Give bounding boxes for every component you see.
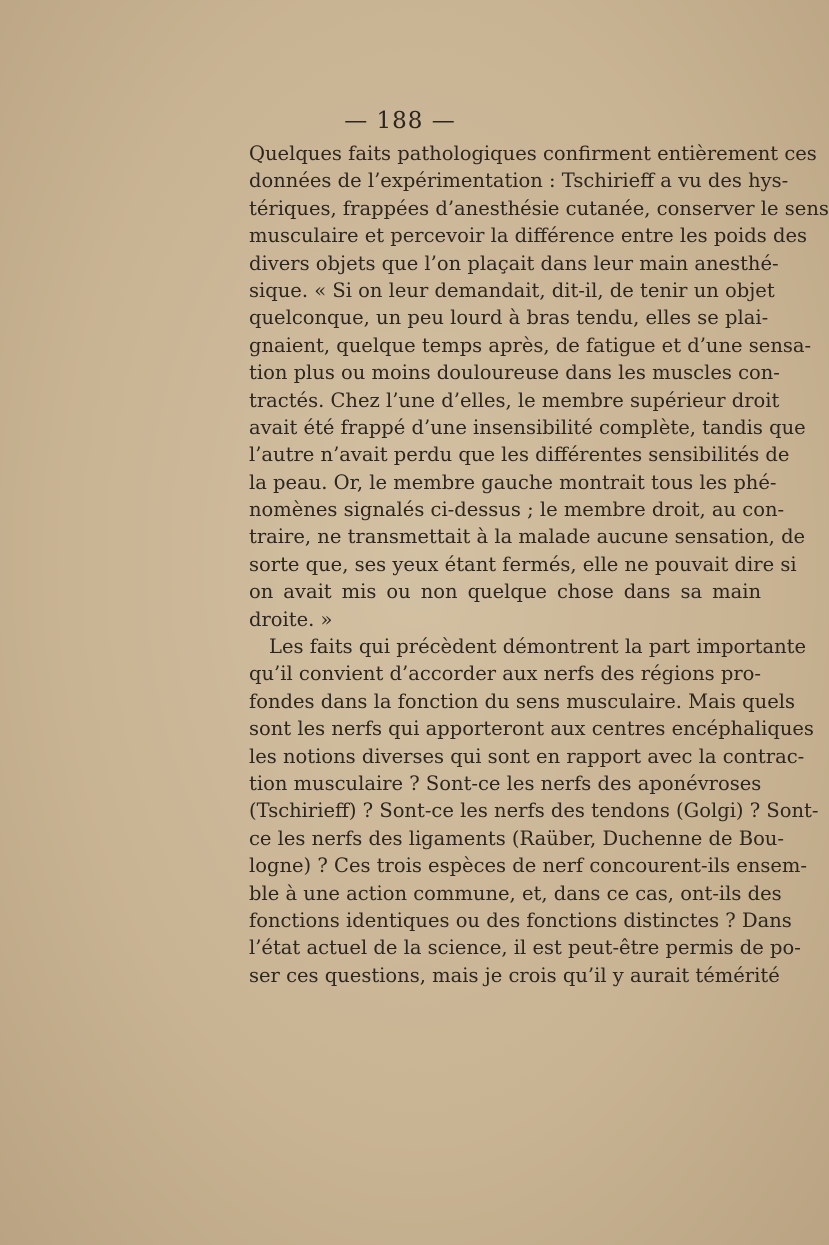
- text-line: quelconque, un peu lourd à bras tendu, elles se plai-: [249, 306, 769, 330]
- text-line: tion plus ou moins douloureuse dans les muscles con-: [249, 361, 780, 385]
- text-line: musculaire et percevoir la différence entre les poids des: [249, 224, 807, 248]
- text-line: gnaient, quelque temps après, de fatigue et d’une sensa-: [249, 333, 812, 357]
- text-line: l’état actuel de la science, il est peut-être permis de po-: [249, 936, 801, 960]
- text-line: ble à une action commune, et, dans ce cas, ont-ils des: [249, 881, 782, 905]
- text-line: sique. « Si on leur demandait, dit-il, de tenir un objet: [249, 278, 775, 302]
- text-line: Les faits qui précèdent démontrent la part importante: [269, 635, 807, 659]
- text-line: l’autre n’avait perdu que les différentes sensibilités de: [249, 443, 790, 467]
- text-line: traire, ne transmettait à la malade aucune sensation, de: [249, 525, 806, 549]
- text-line: sont les nerfs qui apporteront aux centres encéphaliques: [249, 717, 814, 741]
- text-line: Quelques faits pathologiques confirment entièrement ces: [249, 142, 817, 165]
- text-line: ser ces questions, mais je crois qu’il y aurait témérité: [249, 963, 780, 987]
- text-line: ce les nerfs des ligaments (Raüber, Duchenne de Bou-: [249, 826, 784, 850]
- text-line: on avait mis ou non quelque chose dans sa main: [249, 580, 761, 604]
- text-line: tractés. Chez l’une d’elles, le membre supérieur droit: [249, 388, 780, 412]
- text-line: qu’il convient d’accorder aux nerfs des régions pro-: [249, 662, 761, 686]
- text-line: divers objets que l’on plaçait dans leur main anesthé-: [249, 251, 779, 275]
- text-line: avait été frappé d’une insensibilité complète, tandis que: [249, 415, 806, 439]
- text-line: logne) ? Ces trois espèces de nerf concourent-ils ensem-: [249, 854, 808, 878]
- text-line: fondes dans la fonction du sens musculaire. Mais quels: [249, 689, 795, 713]
- text-line: les notions diverses qui sont en rapport avec la contrac-: [249, 744, 805, 768]
- text-line: sorte que, ses yeux étant fermés, elle ne pouvait dire si: [249, 552, 797, 576]
- text-line: fonctions identiques ou des fonctions distinctes ? Dans: [249, 908, 792, 932]
- body-text: [249, 140, 829, 989]
- text-line: droite. »: [249, 607, 333, 631]
- text-line: tériques, frappées d’anesthésie cutanée, conserver le sens: [249, 196, 829, 220]
- text-line: données de l’expérimentation : Tschirieff a vu des hys-: [249, 169, 789, 193]
- text-line: nomènes signalés ci-dessus ; le membre droit, au con-: [249, 498, 785, 522]
- page-number: — 188 —: [344, 108, 456, 134]
- text-line: tion musculaire ? Sont-ce les nerfs des aponévroses: [249, 771, 762, 795]
- text-line: la peau. Or, le membre gauche montrait tous les phé-: [249, 470, 777, 494]
- text-line: (Tschirieff) ? Sont-ce les nerfs des tendons (Golgi) ? Sont-: [249, 799, 819, 823]
